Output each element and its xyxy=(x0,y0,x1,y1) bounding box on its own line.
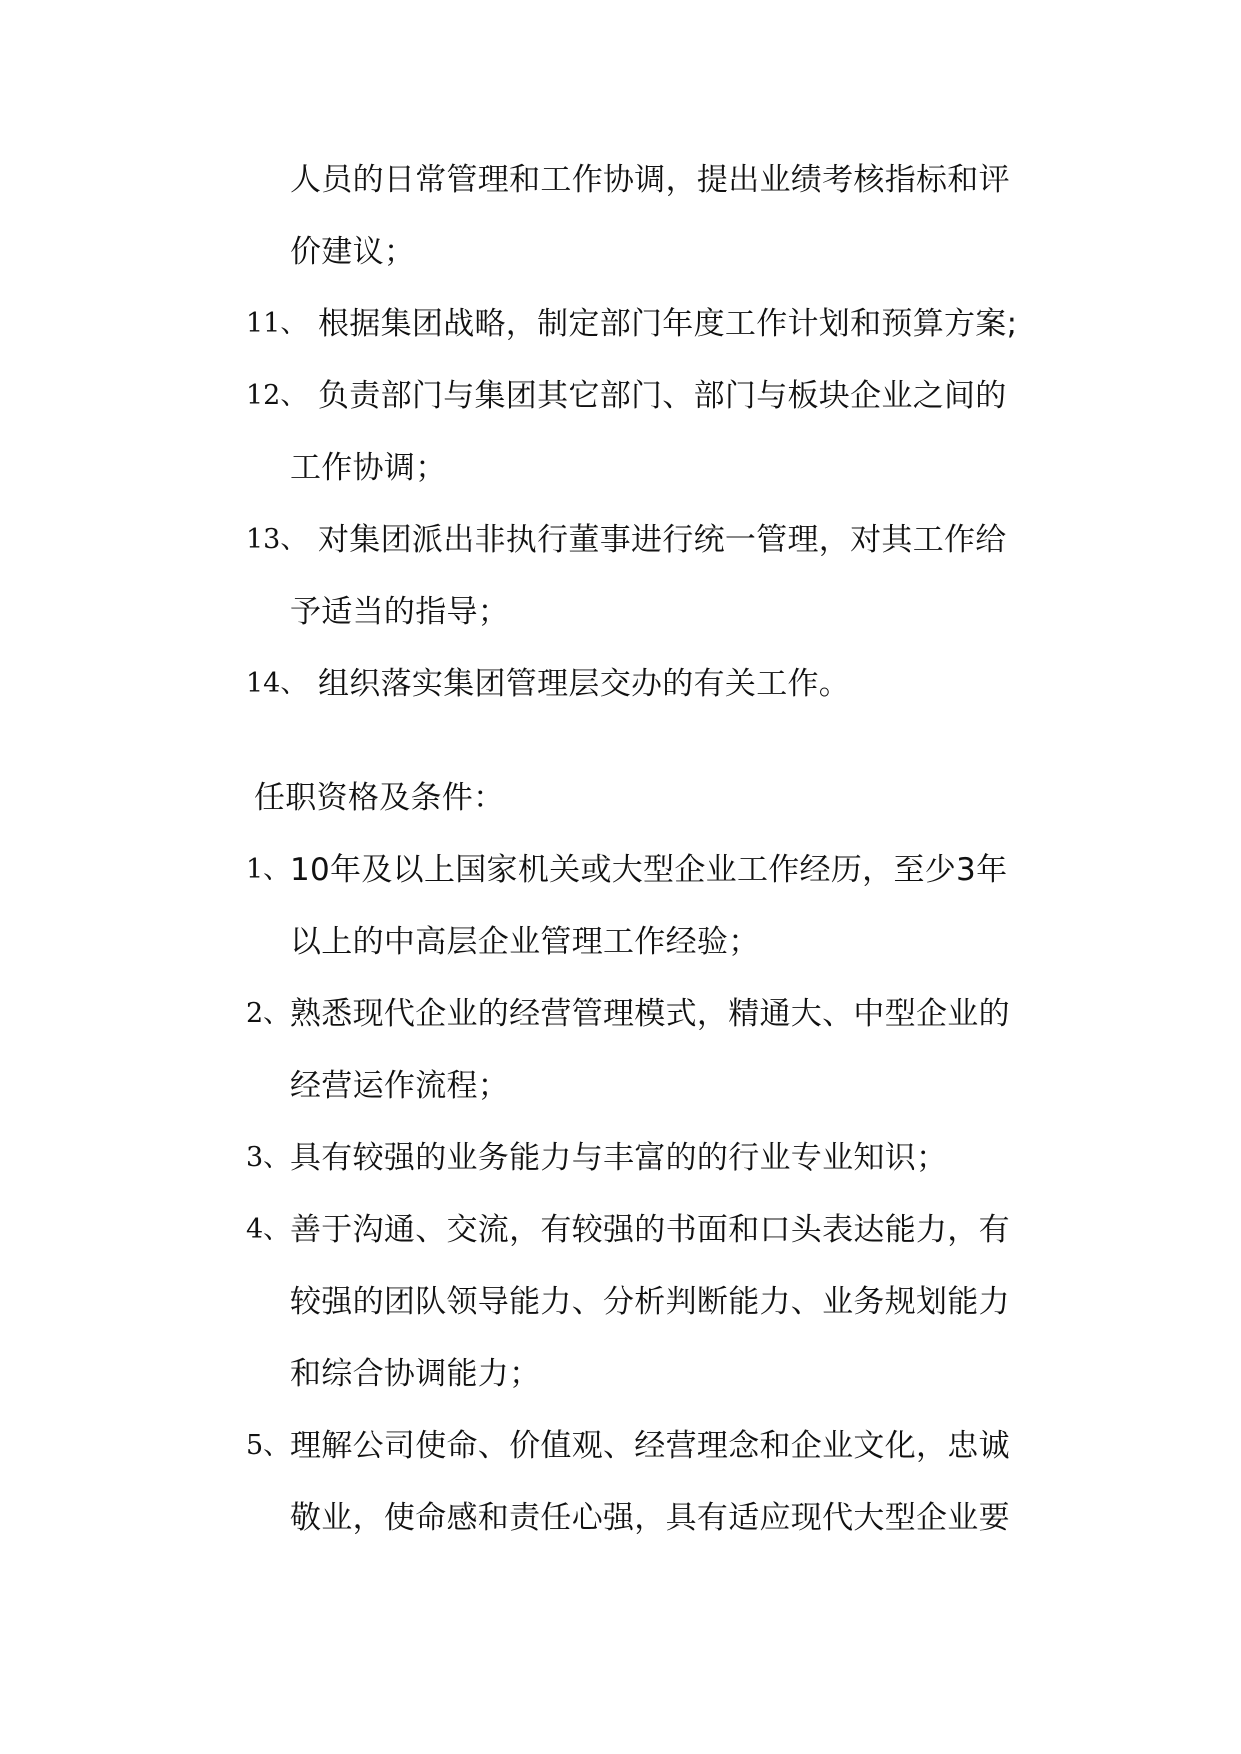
qualification-item-3 xyxy=(0,1122,1241,1194)
qualification-text: 善于沟通、交流，有较强的书面和口头表达能力，有 xyxy=(290,1212,1010,1248)
qualification-text: 10年及以上国家机关或大型企业工作经历，至少3年 xyxy=(290,852,1008,888)
qualification-text: 较强的团队领导能力、分析判断能力、业务规划能力 xyxy=(290,1284,1010,1320)
qualification-text: 以上的中高层企业管理工作经验； xyxy=(290,924,760,960)
duty-text: 负责部门与集团其它部门、部门与板块企业之间的 xyxy=(318,378,1007,414)
qualification-item-5 xyxy=(0,1410,1241,1482)
section-heading: 任职资格及条件： xyxy=(254,780,505,816)
qualification-item-2 xyxy=(0,978,1241,1050)
duty-text: 予适当的指导； xyxy=(290,594,510,630)
duty-item-14 xyxy=(0,648,1241,720)
duty-item-13-line-2 xyxy=(0,576,1241,648)
duty-text: 人员的日常管理和工作协调，提出业绩考核指标和评 xyxy=(290,162,1010,198)
qualifications-heading-line xyxy=(0,762,1241,834)
qualification-text: 和综合协调能力； xyxy=(290,1356,541,1392)
duty-text: 价建议； xyxy=(290,234,416,270)
duty-text: 对集团派出非执行董事进行统一管理，对其工作给 xyxy=(318,522,1007,558)
list-number: 4、 xyxy=(246,1214,291,1245)
list-number: 1、 xyxy=(246,854,291,885)
duty-item-12 xyxy=(0,360,1241,432)
list-number: 3、 xyxy=(246,1142,291,1173)
qualification-item-4-line-2 xyxy=(0,1266,1241,1338)
list-number: 11、 xyxy=(246,308,308,339)
duty-item-12-line-2 xyxy=(0,432,1241,504)
list-number: 5、 xyxy=(246,1430,291,1461)
qualification-text: 熟悉现代企业的经营管理模式，精通大、中型企业的 xyxy=(290,996,1010,1032)
duty-text: 根据集团战略，制定部门年度工作计划和预算方案; xyxy=(318,306,1018,342)
duty-item-13 xyxy=(0,504,1241,576)
qualification-item-1-line-2 xyxy=(0,906,1241,978)
qualification-text: 敬业，使命感和责任心强，具有适应现代大型企业要 xyxy=(290,1500,1010,1536)
duty-item-11 xyxy=(0,288,1241,360)
list-number: 12、 xyxy=(246,380,308,411)
qualification-text: 经营运作流程； xyxy=(290,1068,510,1104)
list-number: 13、 xyxy=(246,524,308,555)
duty-10-line-2 xyxy=(0,216,1241,288)
qualification-item-4-line-3 xyxy=(0,1338,1241,1410)
qualification-item-5-line-2 xyxy=(0,1482,1241,1554)
qualification-item-4 xyxy=(0,1194,1241,1266)
qualification-text: 具有较强的业务能力与丰富的的行业专业知识； xyxy=(290,1140,948,1176)
duty-text: 工作协调； xyxy=(290,450,447,486)
duty-10-line-1 xyxy=(0,144,1241,216)
qualification-item-2-line-2 xyxy=(0,1050,1241,1122)
qualification-text: 理解公司使命、价值观、经营理念和企业文化，忠诚 xyxy=(290,1428,1010,1464)
qualification-item-1 xyxy=(0,834,1241,906)
list-number: 2、 xyxy=(246,998,291,1029)
list-number: 14、 xyxy=(246,668,308,699)
duty-text: 组织落实集团管理层交办的有关工作。 xyxy=(318,666,851,702)
